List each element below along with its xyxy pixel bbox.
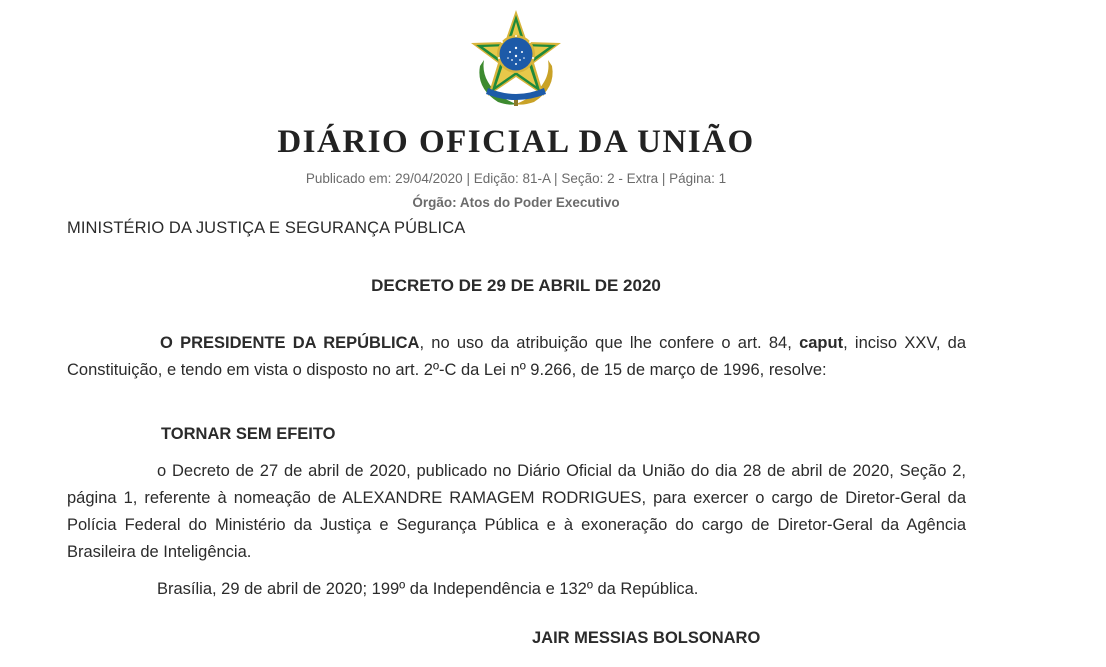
paragraph-body: o Decreto de 27 de abril de 2020, publicado no Diário Oficial da União do dia 28 de abril de 2020, Seção 2, página 1, referente à nomeação de ALEXANDRE RAMAGEM RODRIGUES, para exercer o cargo de Diretor-Geral da Polícia Federal do Ministério da Justiça e Segurança Pública e à exoneração do cargo de Diretor-Geral da Agência Brasileira de Inteligência. xyxy=(67,462,966,561)
decree-title: DECRETO DE 29 DE ABRIL DE 2020 xyxy=(371,276,661,295)
paragraph-closing: Brasília, 29 de abril de 2020; 199º da Independência e 132º da República. xyxy=(157,580,699,598)
president-heading: O PRESIDENTE DA REPÚBLICA xyxy=(160,334,420,352)
separator: | xyxy=(661,171,670,186)
publication-info xyxy=(0,171,1032,186)
section: Seção: 2 - Extra xyxy=(561,171,659,186)
brazil-coat-of-arms-icon xyxy=(466,8,566,108)
paragraph-resolution: TORNAR SEM EFEITO xyxy=(161,425,336,443)
edition: Edição: 81-A xyxy=(473,171,551,186)
page-title: DIÁRIO OFICIAL DA UNIÃO xyxy=(277,124,755,160)
separator: | xyxy=(554,171,562,186)
page-number: Página: 1 xyxy=(669,171,727,186)
preamble-text-a: , no uso da atribuição que lhe confere o art. 84, xyxy=(419,334,792,352)
caput-term: caput xyxy=(799,334,844,352)
orgao: Órgão: Atos do Poder Executivo xyxy=(412,195,620,210)
separator: | xyxy=(466,171,474,186)
preamble-text-b: , inciso XXV, da Constituição, e tendo em vista o disposto no art. 2º-C da Lei nº 9.266, de 15 de março de 1996, resolve: xyxy=(67,334,966,379)
paragraph-preamble xyxy=(67,330,966,384)
published-date: Publicado em: 29/04/2020 xyxy=(305,171,463,186)
signature: JAIR MESSIAS BOLSONARO xyxy=(532,629,761,647)
ministry-name: MINISTÉRIO DA JUSTIÇA E SEGURANÇA PÚBLICA xyxy=(67,219,466,237)
